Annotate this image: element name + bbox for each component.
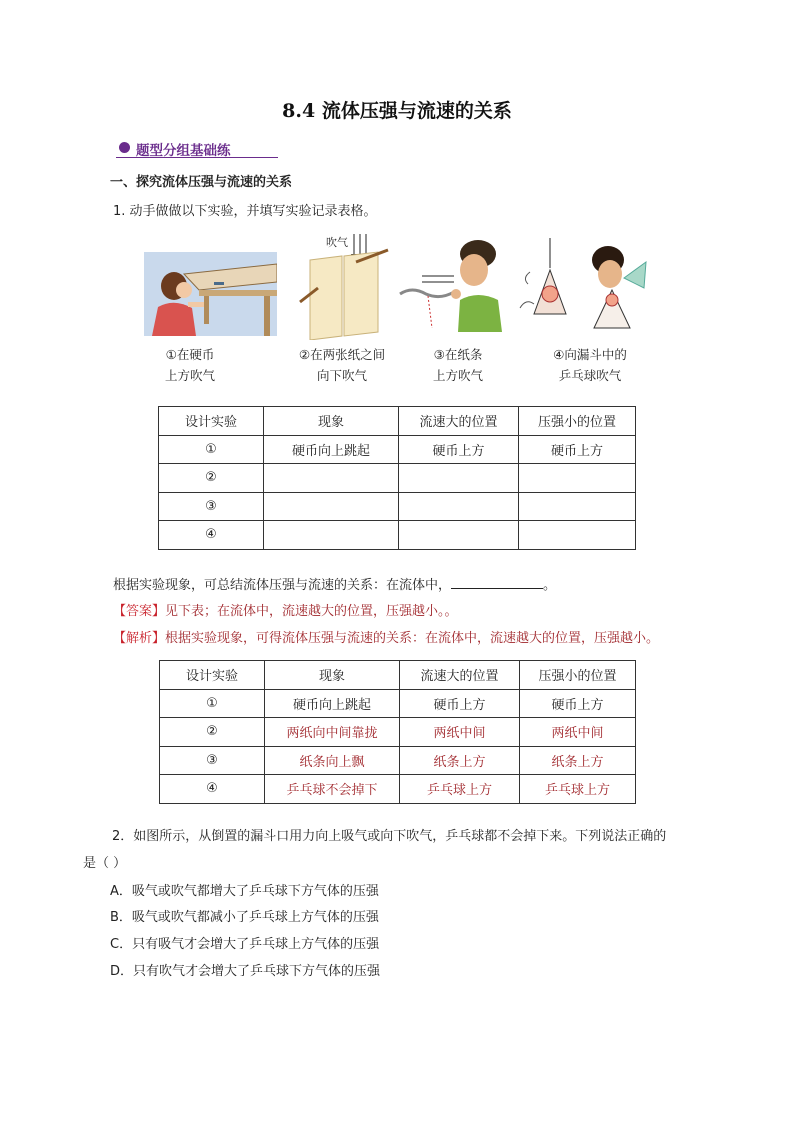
bullet-dot-icon [119, 142, 130, 153]
table-cell [264, 492, 399, 521]
caption-4: ④向漏斗中的 乒乓球吹气 [553, 347, 627, 383]
table-cell: 乒乓球上方 [400, 775, 520, 804]
option-b[interactable]: B．吸气或吹气都减小了乒乓球上方气体的压强 [110, 910, 379, 925]
caption-3: ③在纸条 上方吹气 [432, 347, 483, 383]
table-header: 现象 [265, 661, 400, 690]
table-header-row [159, 407, 636, 436]
table-cell [264, 464, 399, 493]
table-header-row [160, 661, 636, 690]
table-row [160, 718, 636, 747]
table-cell: 纸条向上飘 [265, 746, 400, 775]
funnel-experiment-illustration [516, 238, 651, 332]
table-header: 流速大的位置 [399, 407, 519, 436]
table-header: 设计实验 [159, 407, 264, 436]
table-cell: ④ [160, 775, 265, 804]
table-cell: 硬币上方 [520, 689, 636, 718]
table-cell: ③ [160, 746, 265, 775]
answer-line: 【答案】见下表；在流体中，流速越大的位置，压强越小。。 [113, 604, 458, 619]
table-cell: 硬币上方 [519, 435, 636, 464]
table-cell: 乒乓球上方 [520, 775, 636, 804]
table-cell: 纸条上方 [520, 746, 636, 775]
table-row [160, 746, 636, 775]
paper-experiment-illustration [296, 232, 391, 340]
table-header: 压强小的位置 [519, 407, 636, 436]
table-row [160, 775, 636, 804]
table-cell [264, 521, 399, 550]
table-cell: ④ [159, 521, 264, 550]
table-cell: ① [159, 435, 264, 464]
conclusion-line: 根据实验现象，可总结流体压强与流速的关系：在流体中， 。 [113, 578, 557, 593]
table-header: 流速大的位置 [400, 661, 520, 690]
option-a[interactable]: A．吸气或吹气都增大了乒乓球下方气体的压强 [110, 884, 379, 899]
table-cell: 纸条上方 [400, 746, 520, 775]
table-cell: 两纸中间 [400, 718, 520, 747]
table-row [159, 521, 636, 550]
answer-blank[interactable] [451, 576, 543, 589]
caption-1: ①在硬币 上方吹气 [164, 347, 215, 383]
table-header: 设计实验 [160, 661, 265, 690]
record-table [158, 406, 636, 550]
section-heading: 一、探究流体压强与流速的关系 [110, 175, 293, 190]
table-cell: 两纸中间 [520, 718, 636, 747]
table-cell: ③ [159, 492, 264, 521]
table-header: 现象 [264, 407, 399, 436]
table-header: 压强小的位置 [520, 661, 636, 690]
question-2-text: 2．如图所示，从倒置的漏斗口用力向上吸气或向下吹气，乒乓球都不会掉下来。下列说法正确的 [112, 829, 667, 844]
table-cell [399, 521, 519, 550]
strip-experiment-illustration [398, 238, 508, 332]
question-1-text: 1. 动手做做以下实验，并填写实验记录表格。 [113, 204, 377, 219]
table-cell [519, 464, 636, 493]
table-row [159, 464, 636, 493]
option-d[interactable]: D．只有吹气才会增大了乒乓球下方气体的压强 [110, 964, 381, 979]
page-title: 8.4 流体压强与流速的关系 [282, 100, 512, 122]
table-cell [399, 464, 519, 493]
answer-table [159, 660, 636, 804]
table-cell: ① [160, 689, 265, 718]
blow-label: 吹气 [326, 236, 348, 249]
table-row [160, 689, 636, 718]
table-row [159, 492, 636, 521]
table-cell [399, 492, 519, 521]
section-badge [116, 139, 278, 158]
table-cell [519, 521, 636, 550]
table-cell: 硬币上方 [400, 689, 520, 718]
table-cell: 硬币向上跳起 [265, 689, 400, 718]
table-cell: 硬币上方 [399, 435, 519, 464]
table-cell: 乒乓球不会掉下 [265, 775, 400, 804]
analysis-line: 【解析】根据实验现象，可得流体压强与流速的关系：在流体中，流速越大的位置，压强越小。 [113, 631, 660, 646]
table-cell [519, 492, 636, 521]
table-cell: 硬币向上跳起 [264, 435, 399, 464]
coin-experiment-illustration [144, 252, 277, 336]
question-2-text-cont: 是（ ） [83, 856, 127, 871]
option-c[interactable]: C．只有吸气才会增大了乒乓球上方气体的压强 [110, 937, 380, 952]
table-cell: ② [160, 718, 265, 747]
caption-2: ②在两张纸之间 向下吹气 [298, 347, 386, 383]
table-cell: 两纸向中间靠拢 [265, 718, 400, 747]
table-cell: ② [159, 464, 264, 493]
badge-label: 题型分组基础练 [136, 143, 231, 159]
table-row [159, 435, 636, 464]
